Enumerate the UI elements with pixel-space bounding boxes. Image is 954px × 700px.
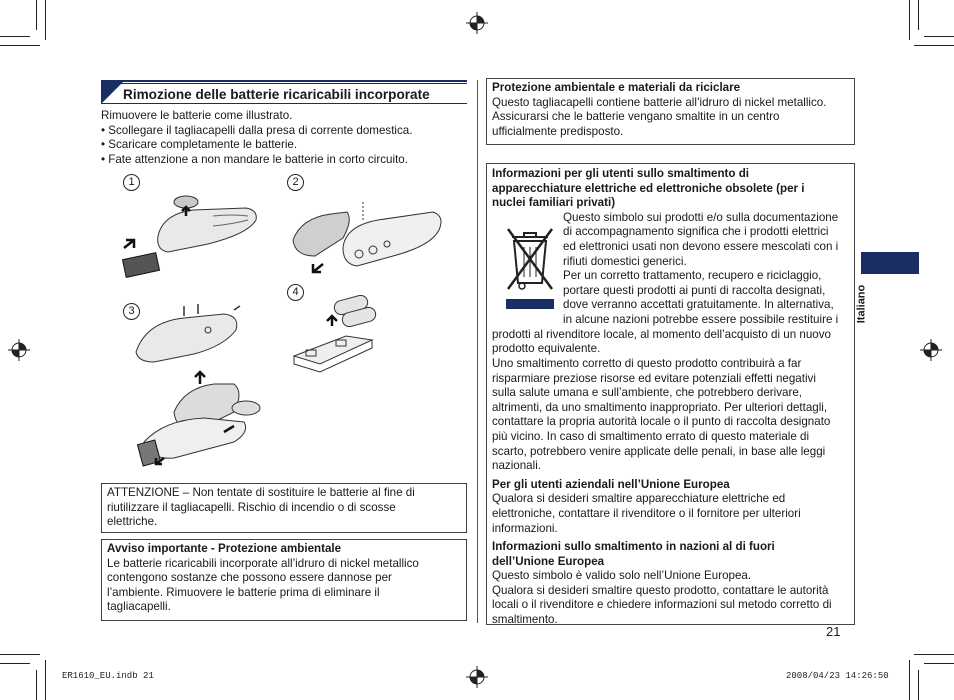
warning-box bbox=[101, 483, 467, 533]
info-line: nazionali. bbox=[492, 459, 541, 473]
info-side-line: portare questi prodotti ai punti di raccolta designati, bbox=[563, 283, 826, 297]
info-side-line: rifiuti domestici generici. bbox=[563, 254, 687, 268]
registration-mark-icon bbox=[920, 339, 942, 361]
illustration-step-4 bbox=[286, 290, 386, 374]
business-line: elettroniche, contattare il rivenditore o il fornitore per ulteriori bbox=[492, 506, 801, 520]
outside-eu-line: Questo simbolo è valido solo nell’Unione Europea. bbox=[492, 569, 752, 583]
info-line: scarto, potrebbero venire applicate delle penali, in base alle leggi bbox=[492, 444, 826, 458]
info-line: altrimenti, da uno smaltimento inappropriato. Per ulteriori dettagli, bbox=[492, 400, 828, 414]
language-tab-marker bbox=[861, 252, 919, 274]
step-number-1: 1 bbox=[123, 174, 140, 191]
crossed-out-wheelie-bin-icon bbox=[502, 219, 558, 309]
section-heading bbox=[101, 80, 467, 104]
registration-mark-icon bbox=[8, 339, 30, 361]
bullet-item: • Fate attenzione a non mandare le batterie in corto circuito. bbox=[101, 152, 408, 166]
registration-mark-icon bbox=[466, 666, 488, 688]
language-tab-label: Italiano bbox=[855, 284, 868, 324]
notice-line: contengono sostanze che possono essere dannose per bbox=[107, 571, 392, 585]
business-line: informazioni. bbox=[492, 521, 558, 535]
info-side-line: Questo simbolo sui prodotti e/o sulla documentazione bbox=[563, 210, 839, 224]
bullet-item: • Scaricare completamente le batterie. bbox=[101, 138, 298, 152]
footer-timestamp: 2008/04/23 14:26:50 bbox=[786, 671, 889, 681]
step-number-4: 4 bbox=[287, 284, 304, 301]
info-title-line: apparecchiature elettriche ed elettroniche obsolete (per i bbox=[492, 181, 805, 195]
illustration-step-1 bbox=[118, 186, 263, 286]
info-line: Uno smaltimento corretto di questo prodotto contribuirà a far bbox=[492, 356, 802, 370]
info-line: prodotto equivalente. bbox=[492, 342, 601, 356]
environment-notice-box bbox=[101, 539, 467, 621]
intro-text: Rimuovere le batterie come illustrato. bbox=[101, 109, 293, 122]
recycling-line: ufficialmente predisposto. bbox=[492, 124, 624, 138]
recycling-line: Assicurarsi che le batterie vengano smaltite in un centro bbox=[492, 110, 780, 124]
step-number-2: 2 bbox=[287, 174, 304, 191]
warning-line: ATTENZIONE – Non tentate di sostituire le batterie al fine di bbox=[107, 486, 415, 499]
illustration-step-3 bbox=[124, 292, 264, 472]
page-number: 21 bbox=[826, 624, 841, 639]
info-title-line: nuclei familiari privati) bbox=[492, 196, 616, 210]
outside-eu-line: smaltimento. bbox=[492, 613, 558, 627]
outside-eu-title-line: dell’Unione Europea bbox=[492, 554, 605, 568]
bullet-item: • Scollegare il tagliacapelli dalla presa di corrente domestica. bbox=[101, 123, 413, 137]
step-number-3: 3 bbox=[123, 303, 140, 320]
recycling-title: Protezione ambientale e materiali da riciclare bbox=[492, 81, 741, 94]
fold-line bbox=[477, 80, 478, 623]
business-title: Per gli utenti aziendali nell’Unione Europea bbox=[492, 477, 730, 491]
footer-file-info: ER1610_EU.indb 21 bbox=[62, 671, 154, 681]
recycling-line: Questo tagliacapelli contiene batterie all’idruro di nickel metallico. bbox=[492, 95, 827, 109]
warning-line: elettriche. bbox=[107, 515, 158, 529]
info-side-line: ed elettronici usati non devono essere mescolati con i bbox=[563, 239, 839, 253]
disposal-info-box bbox=[486, 163, 855, 625]
outside-eu-line: Qualora si desideri smaltire questo prodotto, contattare le autorità bbox=[492, 583, 829, 597]
heading-title: Rimozione delle batterie ricaricabili incorporate bbox=[123, 87, 430, 102]
info-side-line: Per un corretto trattamento, recupero e riciclaggio, bbox=[563, 269, 822, 283]
info-side-line: dove verranno accettati gratuitamente. In alternativa, bbox=[563, 298, 834, 312]
registration-mark-icon bbox=[466, 12, 488, 34]
business-line: Qualora si desideri smaltire apparecchiature elettriche ed bbox=[492, 492, 786, 506]
info-line: risparmiare preziose risorse ed evitare potenziali effetti negativi bbox=[492, 371, 816, 385]
info-title-line: Informazioni per gli utenti sullo smaltimento di bbox=[492, 167, 750, 180]
notice-line: tagliacapelli. bbox=[107, 600, 171, 614]
info-side-line: di accompagnamento significa che i prodotti elettrici bbox=[563, 225, 829, 239]
info-line: prodotti al rivenditore locale, al momento dell’acquisto di un nuovo bbox=[492, 327, 831, 341]
recycling-box bbox=[486, 78, 855, 145]
info-side-line: in alcune nazioni potrebbe essere possibile restituire i bbox=[563, 312, 839, 326]
warning-line: riutilizzare il tagliacapelli. Rischio di incendio o di scosse bbox=[107, 500, 396, 514]
info-line: più vicino. In caso di smaltimento errato di questo materiale di bbox=[492, 429, 810, 443]
notice-line: Le batterie ricaricabili incorporate all’idruro di nickel metallico bbox=[107, 556, 419, 570]
info-line: sulla salute umana e sull’ambiente, che potrebbero derivare, bbox=[492, 386, 802, 400]
illustration-step-2 bbox=[283, 190, 448, 280]
intro-block bbox=[101, 109, 471, 167]
outside-eu-title-line: Informazioni sullo smaltimento in nazioni al di fuori bbox=[492, 540, 775, 554]
notice-line: l’ambiente. Rimuovere le batterie prima di eliminare il bbox=[107, 585, 380, 599]
info-line: contattare la propria autorità locale o il punto di raccolta designato bbox=[492, 415, 831, 429]
notice-title: Avviso importante - Protezione ambientale bbox=[107, 542, 342, 555]
outside-eu-line: locali o il rivenditore e chiedere informazioni sul metodo corretto di bbox=[492, 598, 832, 612]
